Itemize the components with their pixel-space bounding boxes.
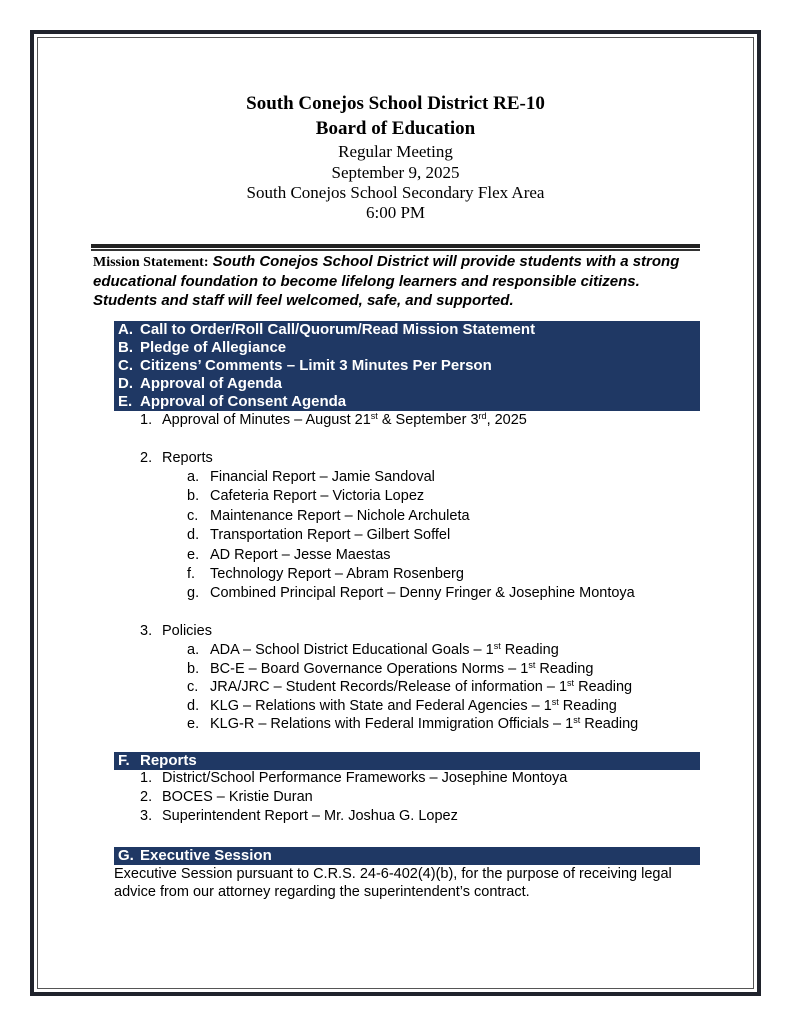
item-text: BC-E – Board Governance Operations Norms – 1st Reading bbox=[210, 659, 594, 677]
item-number: 1. bbox=[140, 412, 153, 428]
item-text: KLG-R – Relations with Federal Immigration Officials – 1st Reading bbox=[210, 715, 639, 732]
item-text: Cafeteria Report – Victoria Lopez bbox=[210, 488, 425, 505]
item-number: 3. bbox=[140, 623, 153, 639]
executive-session-text: Executive Session pursuant to C.R.S. 24-6-402(4)(b), for the purpose of receiving legal advice from our attorney regarding the superintendent’s contract. bbox=[114, 866, 672, 900]
section-e bbox=[114, 393, 700, 411]
mission-label: Mission Statement: bbox=[93, 255, 209, 270]
item-text: ADA – School District Educational Goals – 1st Reading bbox=[210, 641, 559, 658]
item-letter: a. bbox=[187, 469, 200, 485]
section-title: Executive Session bbox=[140, 847, 272, 864]
section-d bbox=[114, 375, 700, 393]
section-letter: E. bbox=[118, 393, 133, 410]
section-title: Citizens’ Comments – Limit 3 Minutes Per Person bbox=[140, 357, 492, 374]
section-title: Reports bbox=[140, 752, 197, 769]
item-text: JRA/JRC – Student Records/Release of information – 1st Reading bbox=[210, 678, 633, 695]
item-text: Maintenance Report – Nichole Archuleta bbox=[210, 507, 470, 524]
section-letter: G. bbox=[118, 847, 134, 864]
mission-text: South Conejos School District will provide students with a strong educational foundation to become lifelong learners and responsible citizens. Students and staff will feel welcomed, safe, and supported. bbox=[93, 253, 680, 309]
section-a bbox=[114, 321, 700, 339]
item-letter: g. bbox=[187, 585, 200, 602]
item-letter: c. bbox=[187, 507, 199, 524]
item-text: Superintendent Report – Mr. Joshua G. Lopez bbox=[162, 808, 458, 824]
item-letter: f. bbox=[187, 566, 196, 582]
item-number: 2. bbox=[140, 450, 153, 466]
item-letter: 2. bbox=[140, 789, 153, 805]
section-title: Approval of Agenda bbox=[140, 375, 282, 392]
item-letter: a. bbox=[187, 642, 200, 658]
meeting-date: September 9, 2025 bbox=[331, 163, 460, 182]
item-text: AD Report – Jesse Maestas bbox=[210, 546, 391, 563]
item-text: District/School Performance Frameworks – Josephine Montoya bbox=[162, 770, 568, 786]
item-text: Financial Report – Jamie Sandoval bbox=[210, 469, 435, 485]
section-f bbox=[114, 752, 700, 770]
section-c bbox=[114, 357, 700, 375]
item-text: BOCES – Kristie Duran bbox=[162, 789, 313, 805]
meeting-type: Regular Meeting bbox=[338, 142, 453, 161]
section-letter: A. bbox=[118, 321, 133, 338]
section-b bbox=[114, 339, 700, 357]
item-letter: b. bbox=[187, 488, 200, 505]
header-divider bbox=[91, 244, 700, 251]
item-text: Policies bbox=[162, 623, 212, 639]
item-text: Transportation Report – Gilbert Soffel bbox=[210, 527, 451, 544]
section-letter: B. bbox=[118, 339, 133, 356]
agenda-sections-a-e bbox=[114, 321, 700, 411]
section-g bbox=[114, 847, 700, 865]
item-letter: c. bbox=[187, 679, 199, 695]
item-text: Approval of Minutes – August 21st & September 3rd, 2025 bbox=[162, 411, 527, 428]
section-letter: F. bbox=[118, 752, 130, 769]
mission-statement bbox=[93, 252, 703, 310]
district-title: South Conejos School District RE-10 bbox=[246, 93, 545, 114]
item-text: Reports bbox=[162, 450, 213, 466]
item-text: KLG – Relations with State and Federal Agencies – 1st Reading bbox=[210, 696, 617, 714]
item-letter: 3. bbox=[140, 808, 153, 824]
item-letter: e. bbox=[187, 716, 200, 732]
item-letter: d. bbox=[187, 697, 200, 714]
section-letter: C. bbox=[118, 357, 133, 374]
item-letter: b. bbox=[187, 660, 200, 677]
section-title: Approval of Consent Agenda bbox=[140, 393, 347, 410]
meeting-time: 6:00 PM bbox=[365, 203, 426, 222]
section-letter: D. bbox=[118, 375, 133, 392]
section-title: Call to Order/Roll Call/Quorum/Read Mission Statement bbox=[140, 321, 536, 338]
item-text: Technology Report – Abram Rosenberg bbox=[210, 566, 464, 582]
item-letter: d. bbox=[187, 527, 200, 544]
item-letter: 1. bbox=[140, 770, 153, 786]
item-letter: e. bbox=[187, 546, 200, 563]
board-title: Board of Education bbox=[315, 118, 476, 139]
meeting-location: South Conejos School Secondary Flex Area bbox=[246, 183, 545, 202]
item-text: Combined Principal Report – Denny Fringer & Josephine Montoya bbox=[210, 585, 635, 602]
section-title: Pledge of Allegiance bbox=[140, 339, 287, 356]
